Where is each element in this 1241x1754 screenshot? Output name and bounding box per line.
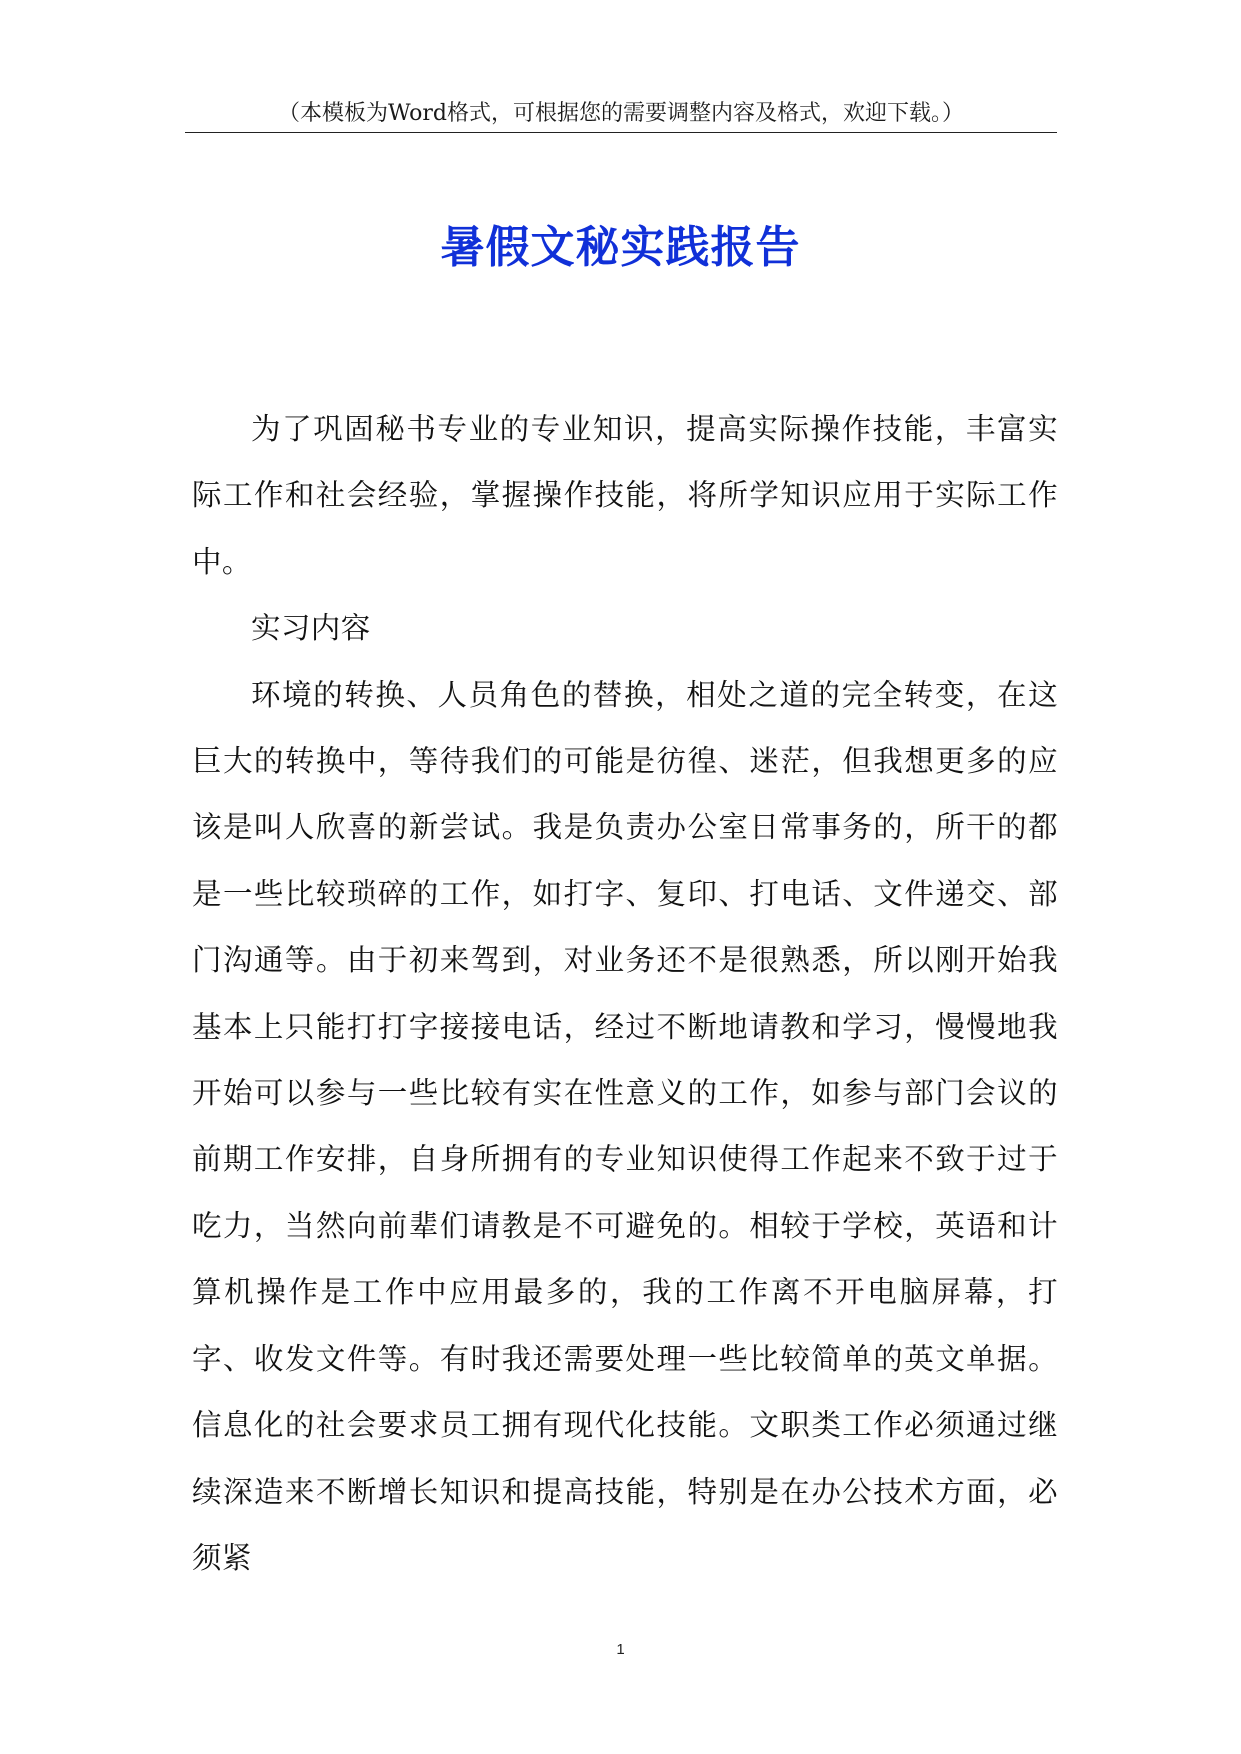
- paragraph-intro: 为了巩固秘书专业的专业知识，提高实际操作技能，丰富实际工作和社会经验，掌握操作技能，将所学知识应用于实际工作中。: [192, 412, 1058, 579]
- header-note: （本模板为Word格式，可根据您的需要调整内容及格式，欢迎下载。）: [278, 101, 964, 126]
- paragraph-internship-content: 环境的转换、人员角色的替换，相处之道的完全转变，在这巨大的转换中，等待我们的可能是彷徨、迷茫，但我想更多的应该是叫人欣喜的新尝试。我是负责办公室日常事务的，所干的都是一些比较琐碎的工作，如打字、复印、打电话、文件递交、部门沟通等。由于初来驾到，对业务还不是很熟悉，所以刚开始我基本上只能打打字接接电话，经过不断地请教和学习，慢慢地我开始可以参与一些比较有实在性意义的工作，如参与部门会议的前期工作安排，自身所拥有的专业知识使得工作起来不致于过于吃力，当然向前辈们请教是不可避免的。相较于学校，英语和计算机操作是工作中应用最多的，我的工作离不开电脑屏幕，打字、收发文件等。有时我还需要处理一些比较简单的英文单据。信息化的社会要求员工拥有现代化技能。文职类工作必须通过继续深造来不断增长知识和提高技能，特别是在办公技术方面，必须紧: [192, 677, 1058, 1575]
- header-divider: [185, 132, 1057, 133]
- section-heading-internship-content: 实习内容: [251, 611, 371, 646]
- document-body: [192, 396, 1058, 1591]
- page-number: 1: [616, 1641, 625, 1658]
- document-title: 暑假文秘实践报告: [440, 222, 801, 273]
